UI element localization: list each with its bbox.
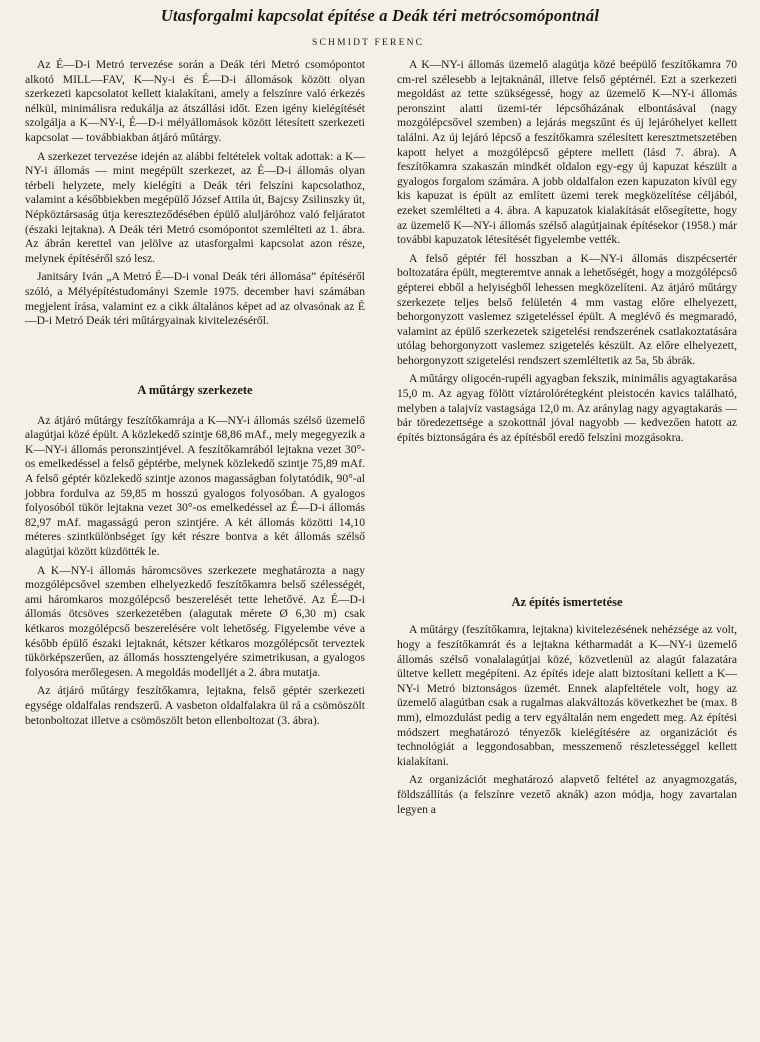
paragraph: Az átjáró műtárgy feszítőkamra, lejtakna, felső géptér szerkezeti egysége oldalfalas rendszerű. A vasbeton oldalfalakra ül rá a csömöszölt betonboltozat illetve a csömöszölt beton ellenboltozat (3. ábra). [25, 684, 365, 727]
article-author: SCHMIDT FERENC [312, 38, 425, 48]
paragraph: A K—NY-i állomás háromcsöves szerkezete meghatározta a nagy mozgólépcsővel szemben elhelyezkedő feszítőkamra belső szélességét, ami háromkaros mozgólépcső beszerelését tette lehetővé. Az É—D-i állomás ötcsöves szerkezetében (alagutak mérete Ø 6,30 m) csak kétkaros mozgólépcső beszerelésére volt lehetőség. Figyelembe véve a később épülő északi lejtaknát, kétszer kétkaros mozgólépcsőt terveztek tükörképszerűen, az állomás hossztengelyére szimetrikusan, a gyalogos folyosóra merőlegesen. A megoldás modelljét a 2. ábra mutatja. [25, 563, 365, 679]
paragraph: A felső géptér fél hosszban a K—NY-i állomás diszpécsertér boltozatára épült, megteremtve annak a lehetőségét, hogy a mozgólépcső gépterei ebből a helyiségből lehessen megközelíteni. Az átjáró műtárgy szerkezete teljes belső felületén 4 mm vastag előre elhelyezett, behorgonyzott vaslemez szigeteléssel épült. A meglévő és megmaradó, valamint az épülő szerkezetek szigetelési rendszerének csatlakoztatására utólag behorgonyzott vaslemez szigetelés készült. Az előre elhelyezett, behorgonyzott szigetelési rendszert szemléltetik az 5a, 5b ábrák. [397, 251, 737, 367]
paragraph: Janitsáry Iván „A Metró É—D-i vonal Deák téri állomása” építéséről szóló, a Mélyépítéstudományi Szemle 1975. december havi számában megjelent írása, valamint ez a cikk általános képet ad az olvasónak az É—D-i Metró Deák téri műtárgyainak kivitelezéséről. [25, 270, 365, 328]
paragraph: A szerkezet tervezése idején az alábbi feltételek voltak adottak: a K—NY-i állomás — mint megépült szerkezet, az É—D-i állomás olyan térbeli helyzete, mely kielégíti a Deák téri felszíni kapcsolathoz, valamint a későbbiekben megépülő József Attila út, Bajcsy Zsilinszky út, Népköztársaság útja kereszteződésében épülő aluljáróhoz való feljáratot (északi lejtakna). A Deák téri Metró csomópontot szemlélteti az 1. ábra. Az ábrán kerettel van jelölve az utasforgalmi kapcsolat azon része, melynek építéséről szó lesz. [25, 149, 365, 265]
paragraph: Az É—D-i Metró tervezése során a Deák téri Metró csomópontot alkotó MILL—FAV, K—Ny-i és É—D-i állomások között olyan szerkezeti kapcsolatot kellett kialakítani, amely a felszínre való érkezés nélkül, minimálisra redukálja az átszállási időt. Ezen igény kielégítését szolgálja a K—NY-i, É—D-i mélyállomások között létesített szerkezeti kapcsolat — továbbiakban átjáró műtárgy. [25, 58, 365, 144]
right-column [397, 58, 737, 821]
left-column [25, 58, 365, 732]
paragraph: A K—NY-i állomás üzemelő alagútja közé beépülő feszítőkamra 70 cm-rel szélesebb a lejtaknánál, illetve felső géptérnél. Ezt a szerkezeti megoldást az tette szükségessé, hogy az üzemelő K—NY-i állomás peronszint alatti üzemi-tér lépcsőházának elbontásával (nagy mozgólépcsővel szemben) a lejárás megszűnt és új lejáróhelyet kellett találni. Az új lejáró lépcső a feszítőkamra szélesített keresztmetszetében kapott helyet a mozgólépcső géptere mellett (lásd 7. ábra). A feszítőkamra szakaszán mindkét oldalon egy-egy új kapuzat készült a gyalogos forgalom számára. A jobb oldalfalon ezen kapuzaton kívül egy kis kapuzat is épült az említett üzemi terek megközelítése céljából, ezeket szemlélteti a 4. ábra. A kapuzatok kialakítását elősegítette, hogy az üzemelő K—NY-i állomás szélső alagútjainak építésekor (1958.) már további kapuzatok létesítését figyelembe vették. [397, 58, 737, 247]
article-title: Utasforgalmi kapcsolat építése a Deák téri metrócsomópontnál [160, 6, 600, 25]
paragraph: A műtárgy oligocén-rupéli agyagban fekszik, minimális agyagtakarása 15,0 m. Az agyag fölött víztárolórétegként pleistocén kavics található, melyben a talajvíz vastagsága 12,0 m. Az aránylag nagy agyagtakarás — bár töredezettsége a szokottnál jóval nagyobb — kedvezően hatott az építés biztonságára és az építésből eredő felszíni mozgásokra. [397, 372, 737, 444]
section-heading: A műtárgy szerkezete [137, 382, 253, 397]
paragraph: Az átjáró műtárgy feszítőkamrája a K—NY-i állomás szélső üzemelő alagútjai közé épült. A közlekedő szintje 68,86 mAf., mely megegyezik a K—NY-i állomás peronszintjével. A feszítőkamrából lejtakna vezet 30°-os emelkedéssel a felső géptérbe, melynek közlekedő szintje 75,89 mAf. A felső géptér közlekedő szintje azonos magasságban folytatódik, 90°-al jobbra fordulva az 59,85 m hosszú gyalogos folyosóban. A gyalogos folyosóból tükör lejtakna vezet 30°-os emelkedéssel az É—D-i állomás 82,97 mAf. magasságú peron szintjére. A két állomás közötti 14,10 méteres szintkülönbséget így két részre bontva a két állomás szélső alagútjai között küzdötték le. [25, 413, 365, 559]
section-heading: Az építés ismertetése [511, 595, 623, 610]
paragraph: Az organizációt meghatározó alapvető feltétel az anyagmozgatás, földszállítás (a felszínre vezető aknák) azon módja, hogy zavartalan legyen a [397, 773, 737, 816]
paragraph: A műtárgy (feszítőkamra, lejtakna) kivitelezésének nehézsége az volt, hogy a feszítőkamrát és a lejtakna kétharmadát a K—NY-i üzemelő állomás szélső vonalalagútjai közé, közvetlenül az alagút falazatára ültetve kellett megépíteni. Az építés ideje alatt biztosítani kellett a K—NY-i Metró biztonságos üzemét. Ennek alapfeltétele volt, hogy az üzemelő alagútban csak a rugalmas alakváltozás következhet be (max. 8 mm), elmozdulást pedig a terv egyáltalán nem engedett meg. Az építési módszert meghatározó tényezők kielégítésére az organizációt és technológiát a leggondosabban, messzemenő részletességgel kellett kialakítani. [397, 623, 737, 768]
